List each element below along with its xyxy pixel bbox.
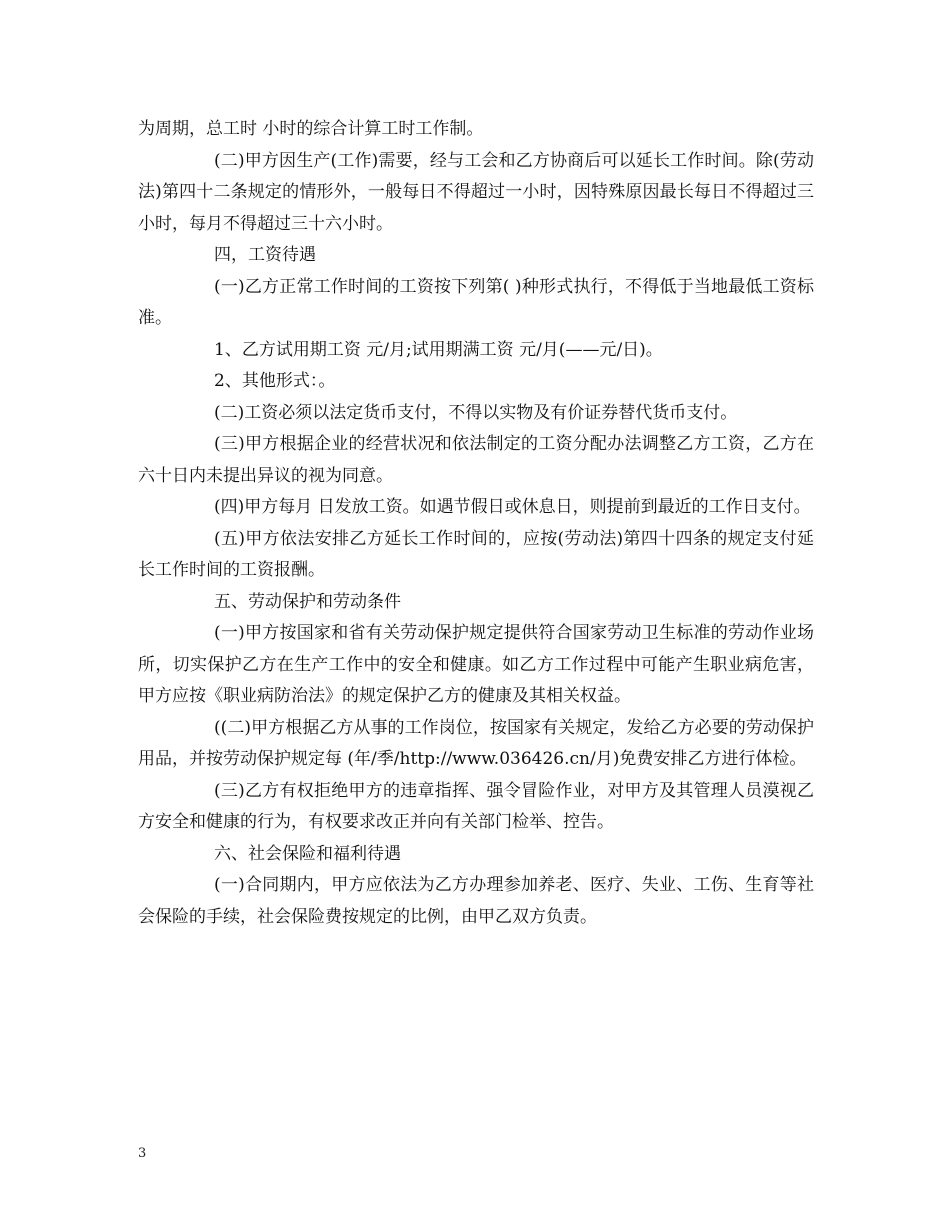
paragraph-social-insurance: (一)合同期内，甲方应依法为乙方办理参加养老、医疗、失业、工伤、生育等社会保险的手续，社会保险费按规定的比例，由甲乙双方负责。: [138, 875, 814, 927]
paragraph-wage-adjustment: (三)甲方根据企业的经营状况和依法制定的工资分配办法调整乙方工资，乙方在六十日内未提出异议的视为同意。: [138, 434, 814, 486]
section-heading-labor-protection: 五、劳动保护和劳动条件: [214, 591, 401, 612]
paragraph-continuation: 为周期，总工时 小时的综合计算工时工作制。: [138, 119, 484, 139]
paragraph-refuse-unsafe-orders: (三)乙方有权拒绝甲方的违章指挥、强令冒险作业，对甲方及其管理人员漠视乙方安全和健康的行为，有权要求改正并向有关部门检举、控告。: [138, 780, 814, 832]
page-number: 3: [138, 1146, 147, 1161]
section-heading-social-insurance: 六、社会保险和福利待遇: [214, 843, 401, 864]
paragraph-probation-wage: 1、乙方试用期工资 元/月;试用期满工资 元/月(——元/日)。: [214, 339, 663, 360]
paragraph-overtime-pay: (五)甲方依法安排乙方延长工作时间的，应按(劳动法)第四十四条的规定支付延长工作时间的工资报酬。: [138, 528, 814, 580]
document-body: [138, 114, 814, 933]
paragraph-workplace-safety: (一)甲方按国家和省有关劳动保护规定提供符合国家劳动卫生标准的劳动作业场所，切实保护乙方在生产工作中的安全和健康。如乙方工作过程中可能产生职业病危害，甲方应按《职业病防治法》的规定保护乙方的健康及其相关权益。: [138, 623, 814, 706]
paragraph-pay-day: (四)甲方每月 日发放工资。如遇节假日或休息日，则提前到最近的工作日支付。: [214, 497, 811, 517]
paragraph-overtime: (二)甲方因生产(工作)需要，经与工会和乙方协商后可以延长工作时间。除(劳动法)第四十二条规定的情形外，一般每日不得超过一小时，因特殊原因最长每日不得超过三小时，每月不得超过三十六小时。: [138, 150, 814, 234]
paragraph-other-forms: 2、其他形式：。: [214, 371, 336, 391]
paragraph-protective-equipment: ((二)甲方根据乙方从事的工作岗位，按国家有关规定，发给乙方必要的劳动保护用品，并按劳动保护规定每 (年/季/http://www.036426.cn/月)免费安排乙方进行体检。: [138, 717, 814, 769]
section-heading-wages: 四，工资待遇: [214, 245, 316, 265]
paragraph-currency: (二)工资必须以法定货币支付，不得以实物及有价证券替代货币支付。: [214, 402, 738, 423]
paragraph-wage-form: (一)乙方正常工作时间的工资按下列第( )种形式执行，不得低于当地最低工资标准。: [138, 276, 814, 328]
